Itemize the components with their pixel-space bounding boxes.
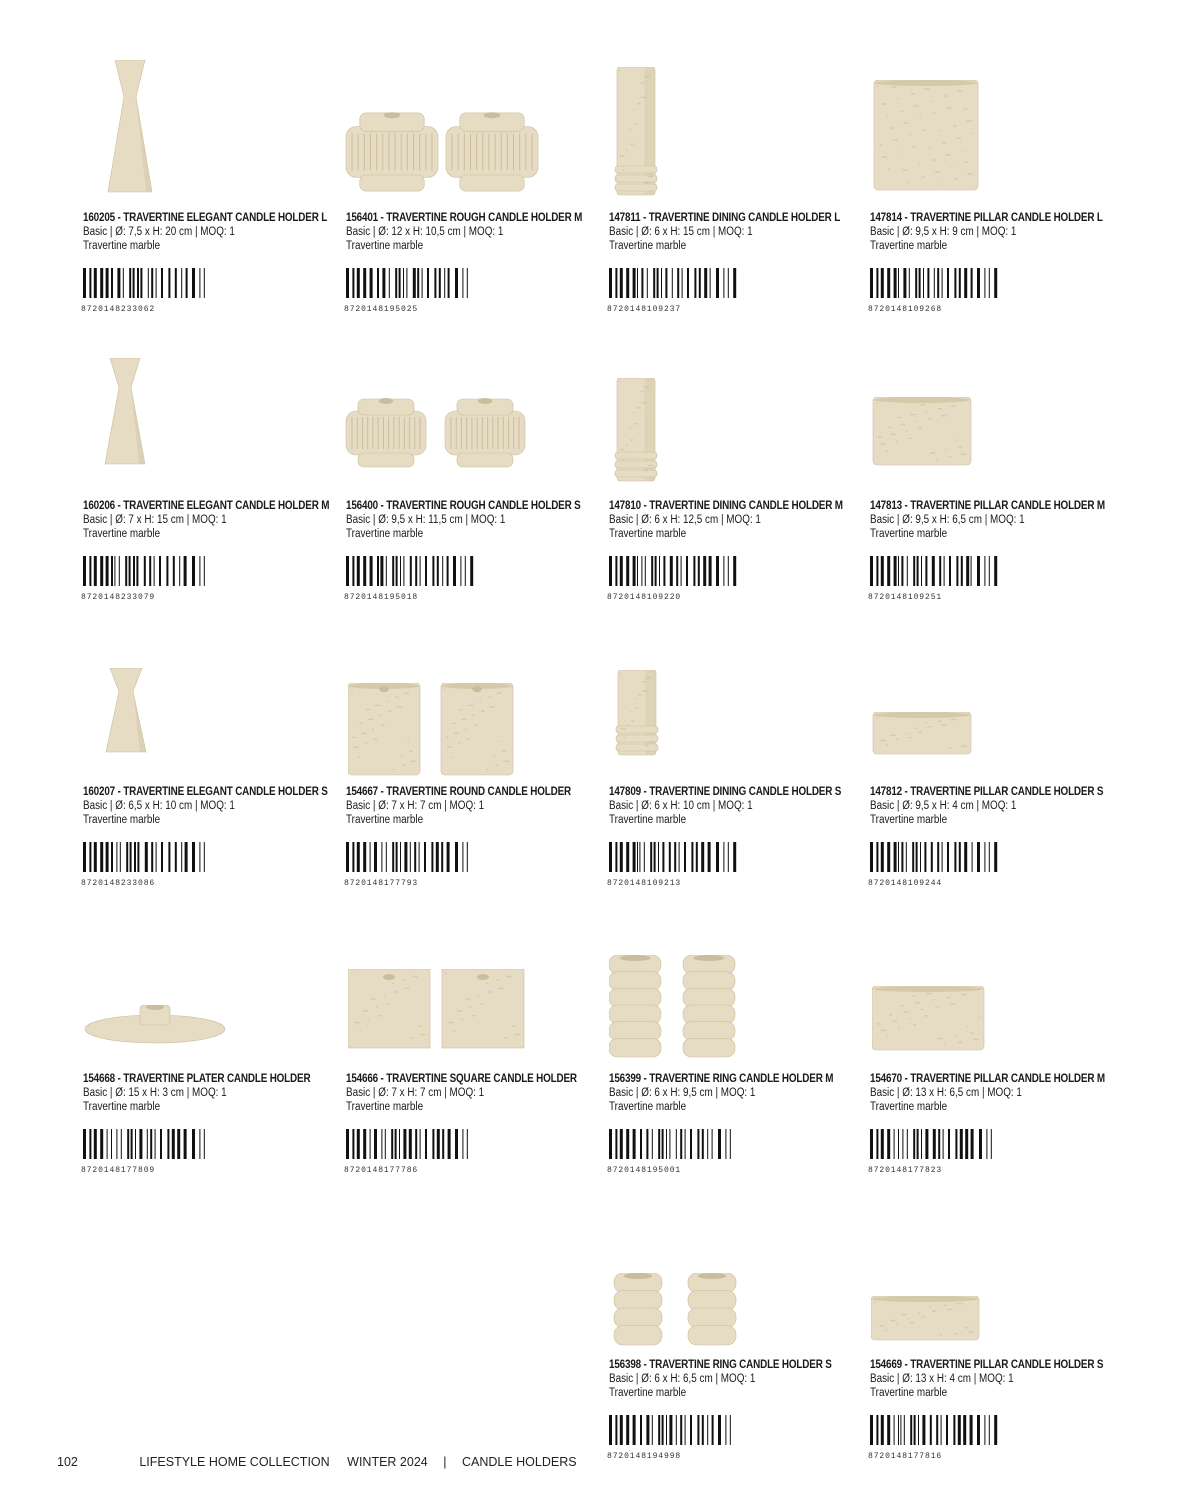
ean-number: 8720148195025 [344, 305, 419, 314]
product-code: 154667 [346, 786, 378, 798]
product-name: TRAVERTINE DINING CANDLE HOLDER L [648, 212, 841, 224]
product-spec: Basic | Ø: 6 x H: 15 cm | MOQ: 1 [609, 226, 753, 238]
product-code: 154666 [346, 1073, 378, 1085]
ean-number: 8720148177786 [344, 1166, 419, 1175]
product-spec: Basic | Ø: 9,5 x H: 6,5 cm | MOQ: 1 [870, 514, 1025, 526]
product-image [342, 376, 582, 516]
title-dash: - [377, 500, 387, 512]
ean-number: 8720148177809 [81, 1166, 156, 1175]
product-code: 160206 [83, 500, 115, 512]
product-title [83, 212, 327, 224]
product-material: Travertine marble [609, 528, 687, 540]
product-code: 147810 [609, 500, 641, 512]
product-illustration [613, 67, 853, 227]
barcode [607, 268, 739, 298]
product-title [870, 1073, 1105, 1085]
barcode [868, 842, 1000, 872]
product-title [870, 786, 1103, 798]
title-dash: - [377, 212, 387, 224]
ean-number: 8720148233062 [81, 305, 156, 314]
product-code: 147812 [870, 786, 902, 798]
barcode [607, 842, 739, 872]
title-dash: - [640, 212, 649, 224]
product-spec: Basic | Ø: 6 x H: 9,5 cm | MOQ: 1 [609, 1087, 756, 1099]
product-illustration [612, 1273, 852, 1433]
product-material: Travertine marble [83, 1101, 161, 1113]
product-illustration [872, 986, 1112, 1146]
ean-number: 8720148233086 [81, 879, 156, 888]
product-material: Travertine marble [346, 814, 424, 826]
collection-name: LIFESTYLE HOME COLLECTION [139, 1455, 330, 1469]
product-spec: Basic | Ø: 13 x H: 4 cm | MOQ: 1 [870, 1373, 1014, 1385]
product-title [83, 500, 329, 512]
product-name: TRAVERTINE ROUGH CANDLE HOLDER S [386, 500, 581, 512]
product-name: TRAVERTINE PLATER CANDLE HOLDER [123, 1073, 311, 1085]
product-spec: Basic | Ø: 15 x H: 3 cm | MOQ: 1 [83, 1087, 227, 1099]
title-dash: - [114, 212, 124, 224]
product-material: Travertine marble [870, 240, 948, 252]
barcode [344, 556, 476, 586]
barcode [81, 556, 213, 586]
product-title [870, 1359, 1103, 1371]
product-code: 154668 [83, 1073, 115, 1085]
product-name: TRAVERTINE SQUARE CANDLE HOLDER [386, 1073, 577, 1085]
product-code: 147814 [870, 212, 902, 224]
product-title [870, 500, 1105, 512]
barcode [607, 1415, 739, 1445]
product-illustration [342, 102, 582, 262]
product-title [609, 786, 841, 798]
product-image [90, 358, 330, 498]
ean-number: 8720148195001 [607, 1166, 682, 1175]
barcode [868, 268, 1000, 298]
product-name: TRAVERTINE PILLAR CANDLE HOLDER M [910, 1073, 1105, 1085]
product-code: 156399 [609, 1073, 641, 1085]
product-image [613, 378, 853, 518]
ean-number: 8720148233079 [81, 593, 156, 602]
barcode [344, 842, 476, 872]
product-spec: Basic | Ø: 9,5 x H: 11,5 cm | MOQ: 1 [346, 514, 506, 526]
product-title [346, 500, 581, 512]
barcode [81, 268, 213, 298]
product-code: 147809 [609, 786, 641, 798]
product-image [871, 712, 1111, 852]
product-code: 160205 [83, 212, 115, 224]
barcode [344, 268, 476, 298]
product-code: 154669 [870, 1359, 902, 1371]
product-image [613, 67, 853, 207]
product-material: Travertine marble [609, 1387, 687, 1399]
product-material: Travertine marble [346, 1101, 424, 1113]
product-title [609, 1359, 832, 1371]
product-code: 156398 [609, 1359, 641, 1371]
product-image [872, 80, 1112, 220]
title-dash: - [377, 1073, 387, 1085]
product-spec: Basic | Ø: 6 x H: 12,5 cm | MOQ: 1 [609, 514, 761, 526]
product-spec: Basic | Ø: 7 x H: 15 cm | MOQ: 1 [83, 514, 227, 526]
ean-number: 8720148195018 [344, 593, 419, 602]
title-dash: - [901, 1073, 911, 1085]
product-spec: Basic | Ø: 12 x H: 10,5 cm | MOQ: 1 [346, 226, 504, 238]
ean-number: 8720148109220 [607, 593, 682, 602]
product-spec: Basic | Ø: 6,5 x H: 10 cm | MOQ: 1 [83, 800, 235, 812]
product-title [346, 786, 571, 798]
product-material: Travertine marble [346, 528, 424, 540]
barcode [607, 556, 739, 586]
barcode [607, 1129, 739, 1159]
barcode [344, 1129, 476, 1159]
product-illustration [342, 376, 582, 536]
product-name: TRAVERTINE RING CANDLE HOLDER S [649, 1359, 832, 1371]
title-dash: - [901, 500, 911, 512]
product-illustration [95, 60, 335, 220]
ean-number: 8720148109244 [868, 879, 943, 888]
title-dash: - [640, 786, 650, 798]
title-dash: - [114, 786, 124, 798]
product-title [609, 1073, 833, 1085]
product-title [83, 1073, 310, 1085]
product-code: 147813 [870, 500, 902, 512]
ean-number: 8720148177816 [868, 1452, 943, 1461]
product-material: Travertine marble [609, 240, 687, 252]
ean-number: 8720148109268 [868, 305, 943, 314]
product-name: TRAVERTINE DINING CANDLE HOLDER M [649, 500, 843, 512]
product-material: Travertine marble [609, 1101, 687, 1113]
product-spec: Basic | Ø: 7,5 x H: 20 cm | MOQ: 1 [83, 226, 235, 238]
ean-number: 8720148177823 [868, 1166, 943, 1175]
ean-number: 8720148177793 [344, 879, 419, 888]
barcode [81, 1129, 213, 1159]
product-name: TRAVERTINE DINING CANDLE HOLDER S [649, 786, 842, 798]
title-dash: - [901, 786, 911, 798]
product-title [346, 212, 582, 224]
page-number: 102 [57, 1455, 78, 1469]
ean-number: 8720148109251 [868, 593, 943, 602]
product-name: TRAVERTINE PILLAR CANDLE HOLDER S [910, 786, 1104, 798]
product-code: 160207 [83, 786, 115, 798]
page-footer [57, 1455, 577, 1469]
footer-separator: | [443, 1455, 447, 1469]
product-material: Travertine marble [870, 814, 948, 826]
product-material: Travertine marble [83, 814, 161, 826]
product-material: Travertine marble [346, 240, 424, 252]
ean-number: 8720148109237 [607, 305, 682, 314]
product-spec: Basic | Ø: 7 x H: 7 cm | MOQ: 1 [346, 1087, 485, 1099]
product-spec: Basic | Ø: 9,5 x H: 9 cm | MOQ: 1 [870, 226, 1017, 238]
product-material: Travertine marble [83, 528, 161, 540]
title-dash: - [114, 500, 124, 512]
product-name: TRAVERTINE ELEGANT CANDLE HOLDER M [123, 500, 330, 512]
product-code: 154670 [870, 1073, 902, 1085]
product-title [346, 1073, 577, 1085]
ean-number: 8720148109213 [607, 879, 682, 888]
product-material: Travertine marble [609, 814, 687, 826]
product-name: TRAVERTINE ROUGH CANDLE HOLDER M [386, 212, 583, 224]
product-name: TRAVERTINE ELEGANT CANDLE HOLDER L [123, 212, 328, 224]
title-dash: - [901, 1359, 911, 1371]
title-dash: - [640, 1359, 650, 1371]
title-dash: - [640, 500, 650, 512]
product-material: Travertine marble [83, 240, 161, 252]
title-dash: - [640, 1073, 650, 1085]
product-code: 156401 [346, 212, 378, 224]
product-name: TRAVERTINE PILLAR CANDLE HOLDER L [910, 212, 1103, 224]
product-title [870, 212, 1103, 224]
season-label: WINTER 2024 [347, 1455, 428, 1469]
title-dash: - [901, 212, 911, 224]
product-spec: Basic | Ø: 6 x H: 10 cm | MOQ: 1 [609, 800, 753, 812]
product-material: Travertine marble [870, 528, 948, 540]
product-name: TRAVERTINE RING CANDLE HOLDER M [649, 1073, 834, 1085]
product-title [609, 212, 840, 224]
product-title [83, 786, 328, 798]
product-code: 156400 [346, 500, 378, 512]
product-material: Travertine marble [870, 1101, 948, 1113]
product-spec: Basic | Ø: 9,5 x H: 4 cm | MOQ: 1 [870, 800, 1017, 812]
product-title [609, 500, 843, 512]
title-dash: - [114, 1073, 124, 1085]
product-material: Travertine marble [870, 1387, 948, 1399]
product-image [95, 60, 335, 200]
barcode [868, 1129, 1000, 1159]
product-name: TRAVERTINE ROUND CANDLE HOLDER [386, 786, 572, 798]
product-name: TRAVERTINE PILLAR CANDLE HOLDER M [910, 500, 1105, 512]
product-name: TRAVERTINE PILLAR CANDLE HOLDER S [910, 1359, 1104, 1371]
barcode [868, 556, 1000, 586]
product-code: 147811 [609, 212, 641, 224]
barcode [81, 842, 213, 872]
product-name: TRAVERTINE ELEGANT CANDLE HOLDER S [123, 786, 328, 798]
barcode [868, 1415, 1000, 1445]
section-name: CANDLE HOLDERS [461, 1455, 577, 1469]
ean-number: 8720148194998 [607, 1452, 682, 1461]
product-illustration [90, 358, 330, 518]
title-dash: - [377, 786, 387, 798]
product-spec: Basic | Ø: 6 x H: 6,5 cm | MOQ: 1 [609, 1373, 756, 1385]
product-spec: Basic | Ø: 13 x H: 6,5 cm | MOQ: 1 [870, 1087, 1022, 1099]
product-spec: Basic | Ø: 7 x H: 7 cm | MOQ: 1 [346, 800, 485, 812]
